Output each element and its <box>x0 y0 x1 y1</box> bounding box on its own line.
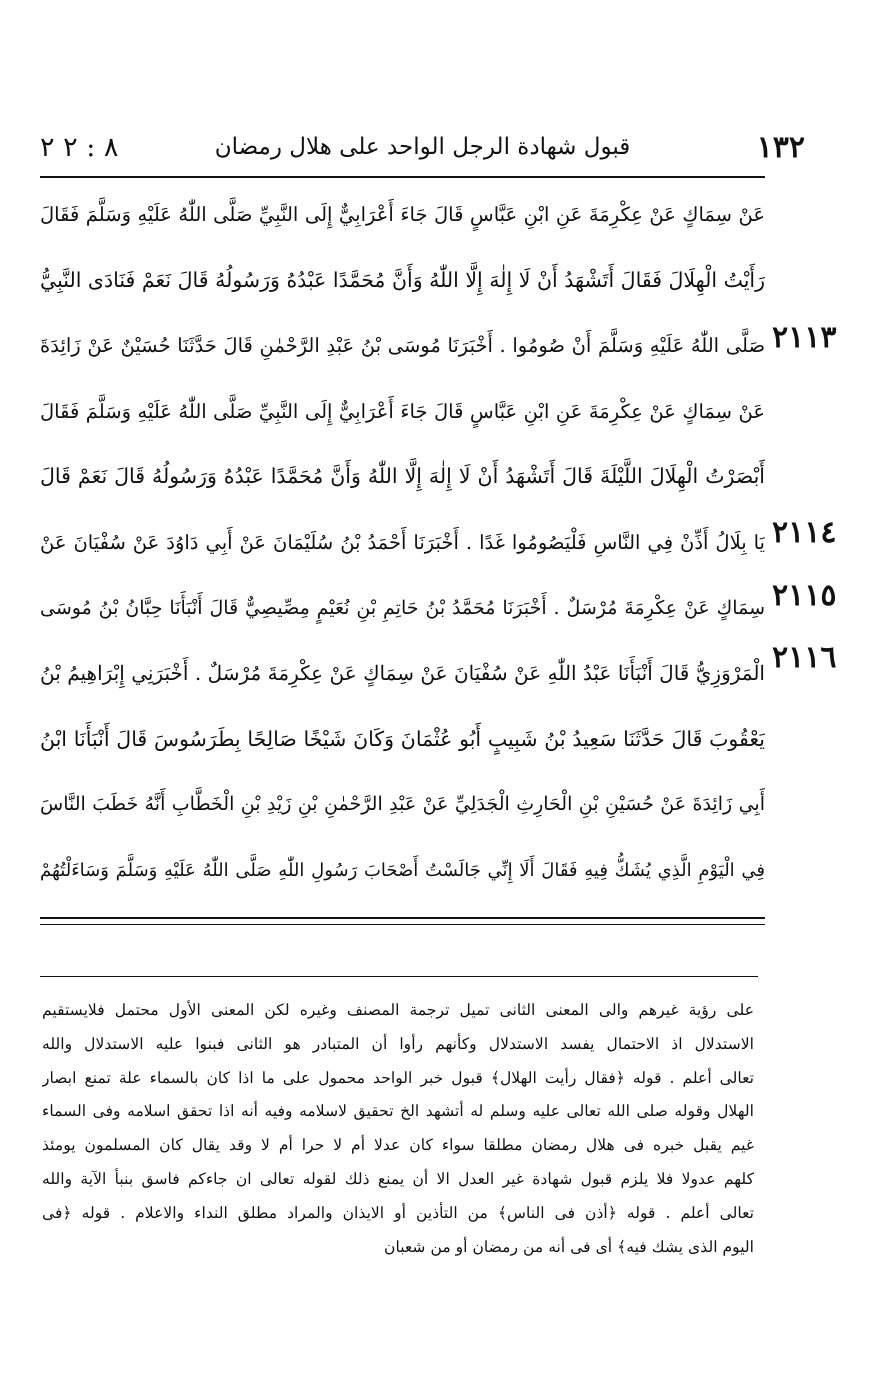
footnote-line: على رؤية غيرهم والى المعنى الثانى تميل ترجمة المصنف وغيره لكن المعنى الأول محتمل فلايستقيم <box>42 1001 754 1019</box>
hadith-number: ٢١١٥ <box>772 578 837 613</box>
footnote-line: غيم يقبل خبره فى هلال رمضان مطلقا سواء كان عدلا أم لا حرا أم لا وقد يقال كان المسلمون يومئذ <box>42 1136 754 1155</box>
volume-reference: ٨ : ٢ ٢ <box>40 132 119 163</box>
hadith-number: ٢١١٣ <box>772 320 837 355</box>
commentary-footnotes <box>42 994 754 1264</box>
text-line: صَلَّى اللّٰهُ عَلَيْهِ وَسَلَّمَ أَنْ صُومُوا . أَخْبَرَنَا مُوسَى بْنُ عَبْدِ الرَّحْمٰنِ قَالَ حَدَّثَنَا حُسَيْنٌ عَنْ زَائِدَةَ <box>40 334 765 358</box>
text-line: عَنْ سِمَاكٍ عَنْ عِكْرِمَةَ عَنِ ابْنِ عَبَّاسٍ قَالَ جَاءَ أَعْرَابِيٌّ إِلَى النَّبِيِّ صَلَّى اللّٰهُ عَلَيْهِ وَسَلَّمَ فَقَالَ <box>40 399 765 423</box>
section-divider-thick <box>40 917 765 919</box>
section-divider-thin <box>40 924 765 925</box>
text-line: الْمَرْوَزِيُّ قَالَ أَنْبَأَنَا عَبْدُ اللّٰهِ عَنْ سُفْيَانَ عَنْ سِمَاكٍ عَنْ عِكْرِمَةَ مُرْسَلٌ . أَخْبَرَنِي إِبْرَاهِيمُ بْنُ <box>40 661 765 686</box>
footnote-line: كلهم عدولا فلا يلزم قبول شهادة غير العدل الا أن يمنع ذلك لقوله تعالى ان جاءكم فاسق بنبأ الآية والله <box>42 1169 754 1188</box>
text-line: فِي الْيَوْمِ الَّذِي يُشَكُّ فِيهِ فَقَالَ أَلَا إِنِّي جَالَسْتُ أَصْحَابَ رَسُولِ اللّٰهِ صَلَّى اللّٰهُ عَلَيْهِ وَسَلَّمَ وَسَاءَلْتُهُمْ <box>40 859 765 881</box>
footnote-line: الاستدلال اذ الاحتمال يفسد الاستدلال وكأنهم رأوا أن المتبادر هو الثانى فبنوا عليه الاستدلال والله <box>42 1034 754 1053</box>
text-line: رَأَيْتُ الْهِلَالَ فَقَالَ أَتَشْهَدُ أَنْ لَا إِلٰهَ إِلَّا اللّٰهُ وَأَنَّ مُحَمَّدًا عَبْدُهُ وَرَسُولُهُ قَالَ نَعَمْ فَنَادَى النَّبِيُّ <box>40 267 765 292</box>
chapter-title: قبول شهادة الرجل الواحد على هلال رمضان <box>214 134 631 160</box>
footnote-rule <box>40 976 758 977</box>
footnote-line: الهلال وقوله صلى الله تعالى عليه وسلم له أتشهد الخ تحقيق لاسلامه وفيه أنه اذا تحقق اسلامه وفى السماء <box>42 1102 754 1121</box>
header-rule <box>40 176 765 178</box>
text-line: أَبِي زَائِدَةَ عَنْ حُسَيْنِ بْنِ الْحَارِثِ الْجَدَلِيِّ عَنْ عَبْدِ الرَّحْمٰنِ بْنِ زَيْدِ بْنِ الْخَطَّابِ أَنَّهُ خَطَبَ النَّاسَ <box>40 793 765 816</box>
hadith-text <box>40 182 765 904</box>
text-line: سِمَاكٍ عَنْ عِكْرِمَةَ مُرْسَلٌ . أَخْبَرَنَا مُحَمَّدُ بْنُ حَاتِمِ بْنِ نُعَيْمٍ مِصِّيصِيٌّ قَالَ أَنْبَأَنَا حِبَّانُ بْنُ مُوسَى <box>40 596 765 619</box>
text-line: أَبْصَرْتُ الْهِلَالَ اللَّيْلَةَ قَالَ أَتَشْهَدُ أَنْ لَا إِلٰهَ إِلَّا اللّٰهُ وَأَنَّ مُحَمَّدًا عَبْدُهُ وَرَسُولُهُ قَالَ نَعَمْ قَالَ <box>40 464 765 489</box>
page-header <box>40 128 805 174</box>
footnote-line: اليوم الذى يشك فيه﴾ أى فى أنه من رمضان أو من شعبان <box>384 1237 754 1256</box>
text-line: يَا بِلَالُ أَذِّنْ فِي النَّاسِ فَلْيَصُومُوا غَدًا . أَخْبَرَنَا أَحْمَدُ بْنُ سُلَيْمَانَ عَنْ أَبِي دَاوُدَ عَنْ سُفْيَانَ عَنْ <box>40 530 765 554</box>
hadith-number: ٢١١٦ <box>772 640 837 675</box>
footnote-line: تعالى أعلم . قوله ﴿فقال رأيت الهلال﴾ قبول خبر الواحد محمول على ما اذا كان بالسماء علة تمنع ابصار <box>42 1068 754 1087</box>
text-line: يَعْقُوبَ قَالَ حَدَّثَنَا سَعِيدُ بْنُ شَبِيبٍ أَبُو عُثْمَانَ وَكَانَ شَيْخًا صَالِحًا بِطَرَسُوسَ قَالَ أَنْبَأَنَا ابْنُ <box>40 726 765 751</box>
hadith-number: ٢١١٤ <box>772 515 837 550</box>
footnote-line: تعالى أعلم . قوله ﴿أذن فى الناس﴾ من التأذين أو الايذان والمراد مطلق النداء والاعلام . قوله ﴿فى <box>42 1203 754 1222</box>
page-number: ١٣٢ <box>756 130 805 165</box>
text-line: عَنْ سِمَاكٍ عَنْ عِكْرِمَةَ عَنِ ابْنِ عَبَّاسٍ قَالَ جَاءَ أَعْرَابِيٌّ إِلَى النَّبِيِّ صَلَّى اللّٰهُ عَلَيْهِ وَسَلَّمَ فَقَالَ <box>40 203 765 226</box>
